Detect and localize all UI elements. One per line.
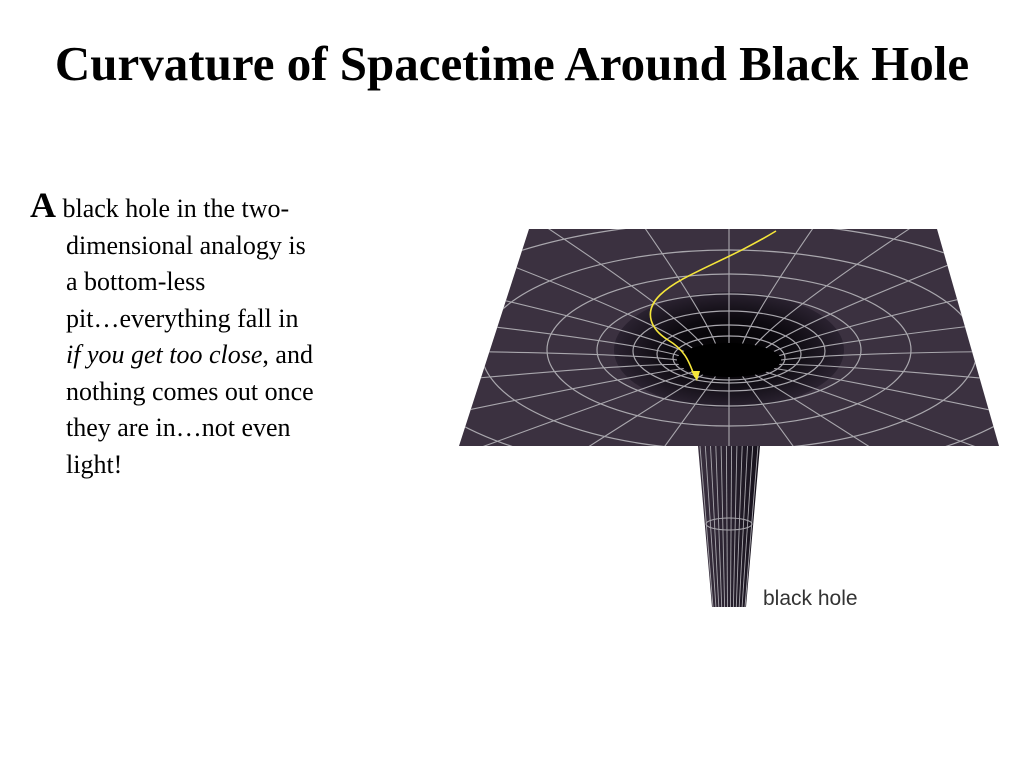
- text-line-3: a bottom-less: [66, 267, 206, 296]
- funnel-tube: [698, 446, 760, 607]
- text-line-8: light!: [66, 449, 123, 479]
- text-line-1-content: black hole in the two-: [62, 194, 290, 223]
- text-line-2: dimensional analogy is: [66, 230, 306, 260]
- text-line-6: nothing comes out once: [66, 376, 314, 406]
- after-italic: , and: [262, 340, 313, 369]
- slide-title: Curvature of Spacetime Around Black Hole: [54, 36, 970, 91]
- black-hole-label: black hole: [763, 587, 858, 610]
- lead-letter: A: [30, 185, 56, 225]
- italic-phrase: if you get too close: [66, 340, 263, 369]
- text-line-7: they are in…not even: [66, 413, 291, 442]
- text-line-4: pit…everything fall in: [66, 303, 299, 333]
